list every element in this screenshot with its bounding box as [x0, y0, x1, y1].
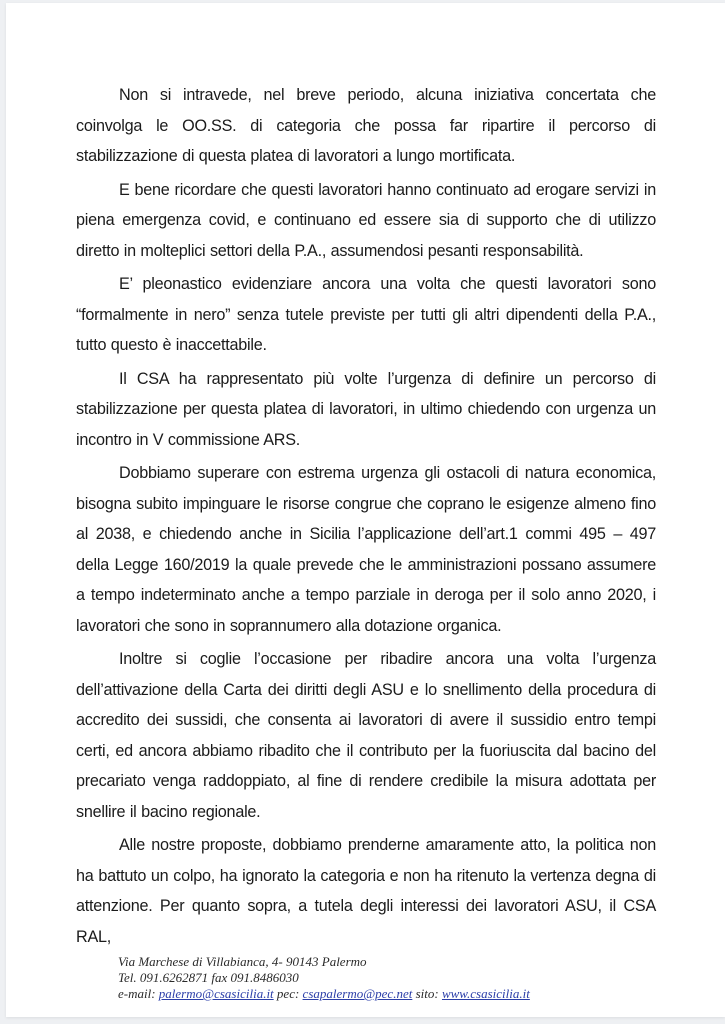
letterhead-footer — [118, 954, 530, 1002]
email-label: e-mail: — [118, 986, 159, 1001]
paragraph-4: Il CSA ha rappresentato più volte l’urgenza di definire un percorso di stabilizzazione per questa platea di lavoratori, in ultimo chiedendo con urgenza un incontro in V commissione ARS. — [76, 369, 656, 449]
pec-label: pec: — [273, 986, 303, 1001]
paragraph-6: Inoltre si coglie l’occasione per ribadire ancora una volta l’urgenza dell’attivazione della Carta dei diritti degli ASU e lo snellimento della procedura di accredito dei sussidi, che consenta ai lavoratori di avere il sussidio entro tempi certi, ed ancora abbiamo ribadito che il contributo per la fuoriuscita dal bacino del precariato venga raddoppiato, al fine di rendere credibile la misura adottata per snellire il bacino regionale. — [76, 650, 656, 821]
paragraph-1: Non si intravede, nel breve periodo, alcuna iniziativa concertata che coinvolga le OO.SS. di categoria che possa far ripartire il percorso di stabilizzazione di questa platea di lavoratori a lungo mortificata. — [76, 86, 656, 165]
paragraph-5: Dobbiamo superare con estrema urgenza gli ostacoli di natura economica, bisogna subito impinguare le risorse congrue che coprano le esigenze almeno fino al 2038, e chiedendo anche in Sicilia l’applicazione dell’art.1 commi 495 – 497 della Legge 160/2019 la quale prevede che le amministrazioni possano assumere a tempo indeterminato anche a tempo parziale in deroga per il solo anno 2020, i lavoratori che sono in soprannumero alla dotazione organica. — [76, 464, 656, 635]
website-link[interactable]: www.csasicilia.it — [441, 986, 530, 1001]
footer-phone: Tel. 091.6262871 fax 091.8486030 — [118, 970, 299, 985]
footer-address: Via Marchese di Villabianca, 4- 90143 Palermo — [118, 954, 367, 969]
document-page — [6, 3, 725, 1017]
email-link[interactable]: palermo@csasicilia.it — [158, 986, 274, 1001]
paragraph-3: E’ pleonastico evidenziare ancora una volta che questi lavoratori sono “formalmente in nero” senza tutele previste per tutti gli altri dipendenti della P.A., tutto questo è inaccettabile. — [76, 275, 656, 354]
letter-body — [76, 80, 656, 955]
footer-contacts — [118, 986, 530, 1002]
pec-link[interactable]: csapalermo@pec.net — [302, 986, 413, 1001]
site-label: sito: — [412, 986, 442, 1001]
paragraph-7: Alle nostre proposte, dobbiamo prenderne amaramente atto, la politica non ha battuto un colpo, ha ignorato la categoria e non ha ritenuto la vertenza degna di attenzione. Per quanto sopra, a tutela degli interessi dei lavoratori ASU, il CSA RAL, — [76, 836, 656, 946]
paragraph-2: E bene ricordare che questi lavoratori hanno continuato ad erogare servizi in piena emergenza covid, e continuano ed essere sia di supporto che di utilizzo diretto in molteplici settori della P.A., assumendosi pesanti responsabilità. — [76, 180, 656, 260]
